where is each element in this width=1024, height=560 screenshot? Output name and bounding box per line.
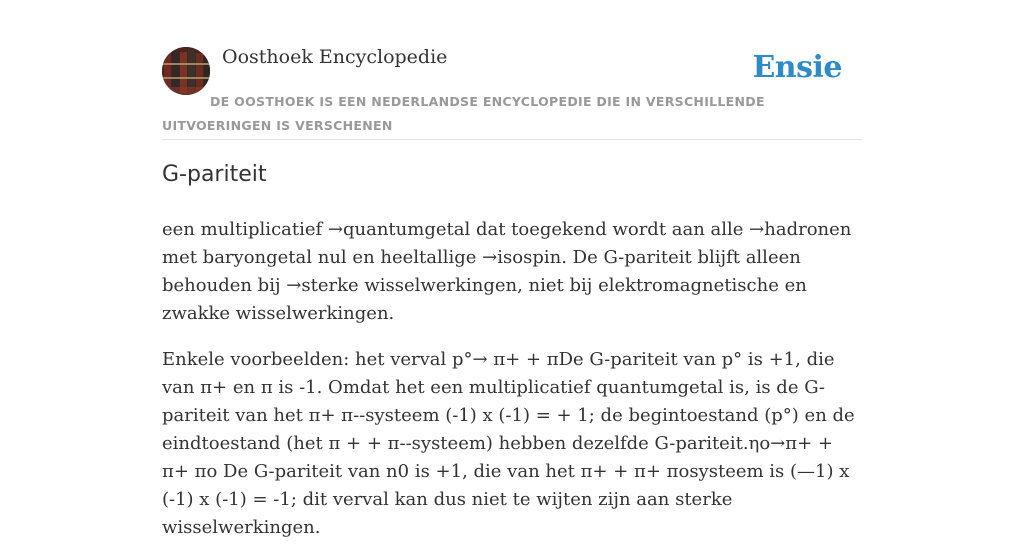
paragraph-text: , niet bij elektromagnetische en zwakke wisselwerkingen. [162, 275, 807, 324]
article-paragraph-2: Enkele voorbeelden: het verval p°→ π+ + πDe G-pariteit van p° is +1, die van π+ en π is -1. Omdat het een multiplicatief quantumgetal is, is de G-pariteit van het π+ π--systeem (-1) x (-1) = + 1; de begintoestand (p°) en de eindtoestand (het π + + π--systeem) hebben dezelfde G-pariteit.ηo→π+ + π+ πo De G-pariteit van n0 is +1, die van het π+ + π+ πosysteem is (—1) x (-1) x (-1) = -1; dit verval kan dus niet te wijten zijn aan sterke wisselwerkingen. [162, 349, 855, 538]
link-hadronen[interactable]: →hadronen [749, 219, 852, 240]
link-quantumgetal[interactable]: →quantumgetal [327, 219, 471, 240]
site-tagline: DE OOSTHOEK IS EEN NEDERLANDSE ENCYCLOPEDIE DIE IN VERSCHILLENDE UITVOERINGEN IS VERSCHENEN [162, 94, 765, 133]
link-isospin[interactable]: →isospin [482, 247, 562, 268]
site-name[interactable]: Oosthoek Encyclopedie [222, 46, 448, 68]
page-title: G-pariteit [162, 162, 267, 187]
paragraph-text: dat toegekend wordt aan alle [470, 219, 750, 240]
paragraph-text: een multiplicatief [162, 219, 328, 240]
paragraph-text: met baryongetal nul en heeltallige [162, 247, 483, 268]
paragraph-text: . De G-pariteit blijft alleen behouden bij [162, 247, 801, 296]
link-sterke-wisselwerkingen[interactable]: →sterke wisselwerkingen [286, 275, 518, 296]
brand-logo-link[interactable]: Ensie [752, 50, 842, 85]
article-body [162, 216, 862, 560]
encyclopedia-books-icon[interactable] [162, 47, 210, 95]
article-paragraph-1 [162, 216, 862, 328]
header-divider [162, 139, 862, 140]
